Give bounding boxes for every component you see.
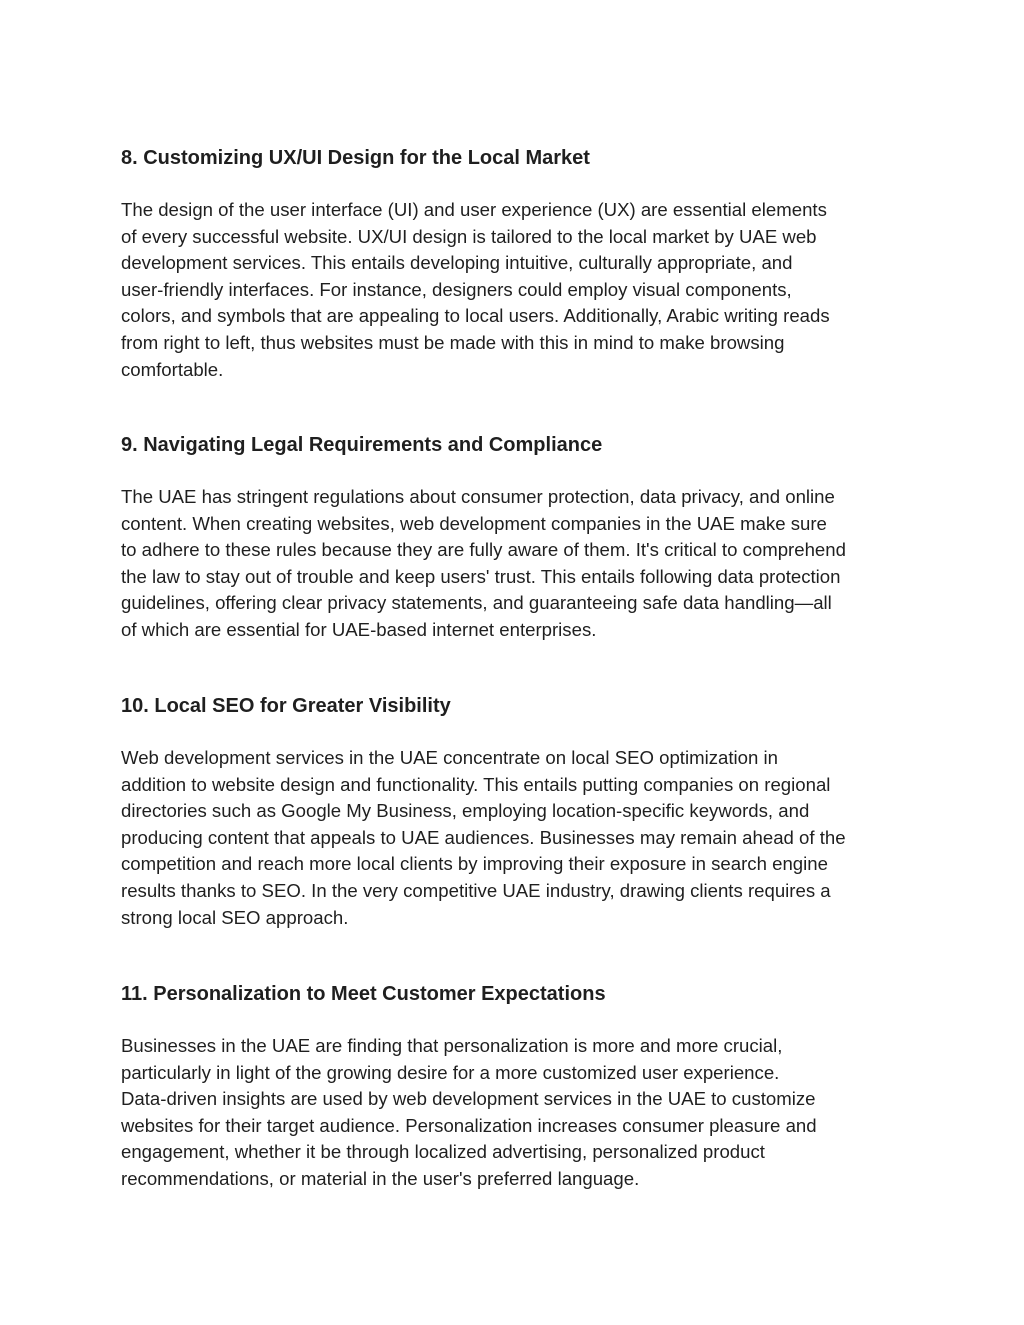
paragraph-line: of which are essential for UAE-based internet enterprises. [121, 618, 597, 640]
paragraph-line: recommendations, or material in the user's preferred language. [121, 1167, 640, 1189]
paragraph-line: development services. This entails developing intuitive, culturally appropriate, and [121, 252, 793, 274]
section-paragraph [121, 745, 911, 931]
section-heading: 8. Customizing UX/UI Design for the Local Market [121, 147, 590, 169]
paragraph-line: directories such as Google My Business, employing location-specific keywords, and [121, 800, 810, 822]
paragraph-line: The design of the user interface (UI) and user experience (UX) are essential elements [121, 199, 827, 220]
section-heading: 10. Local SEO for Greater Visibility [121, 695, 451, 717]
paragraph-line: results thanks to SEO. In the very competitive UAE industry, drawing clients requires a [121, 879, 831, 901]
paragraph-line: The UAE has stringent regulations about consumer protection, data privacy, and online [121, 486, 835, 507]
paragraph-line: websites for their target audience. Personalization increases consumer pleasure and [121, 1114, 817, 1136]
paragraph-line: comfortable. [121, 358, 224, 380]
paragraph-line: user-friendly interfaces. For instance, designers could employ visual components, [121, 278, 792, 300]
section-personalization [121, 981, 911, 1189]
paragraph-line: Data-driven insights are used by web development services in the UAE to customize [121, 1088, 816, 1110]
paragraph-line: strong local SEO approach. [121, 906, 349, 928]
section-customizing-ux-ui [121, 145, 911, 380]
paragraph-line: guidelines, offering clear privacy statements, and guaranteeing safe data handling—all [121, 592, 832, 614]
section-legal-requirements [121, 432, 911, 640]
paragraph-line: Web development services in the UAE concentrate on local SEO optimization in [121, 747, 778, 768]
paragraph-line: the law to stay out of trouble and keep users' trust. This entails following data protection [121, 565, 841, 587]
section-paragraph [121, 197, 911, 383]
paragraph-line: content. When creating websites, web development companies in the UAE make sure [121, 512, 827, 534]
section-paragraph [121, 484, 911, 644]
paragraph-line: Businesses in the UAE are finding that personalization is more and more crucial, [121, 1035, 783, 1056]
section-heading: 11. Personalization to Meet Customer Expectations [121, 983, 606, 1005]
paragraph-line: producing content that appeals to UAE audiences. Businesses may remain ahead of the [121, 826, 846, 848]
paragraph-line: to adhere to these rules because they are fully aware of them. It's critical to comprehend [121, 539, 846, 561]
paragraph-line: engagement, whether it be through localized advertising, personalized product [121, 1141, 765, 1163]
paragraph-line: competition and reach more local clients by improving their exposure in search engine [121, 853, 828, 875]
paragraph-line: addition to website design and functionality. This entails putting companies on regional [121, 773, 831, 795]
paragraph-line: colors, and symbols that are appealing to local users. Additionally, Arabic writing reads [121, 305, 830, 327]
section-local-seo [121, 693, 911, 928]
paragraph-line: from right to left, thus websites must be made with this in mind to make browsing [121, 331, 785, 353]
paragraph-line: of every successful website. UX/UI design is tailored to the local market by UAE web [121, 225, 817, 247]
section-paragraph [121, 1033, 911, 1193]
section-heading: 9. Navigating Legal Requirements and Compliance [121, 434, 603, 456]
paragraph-line: particularly in light of the growing desire for a more customized user experience. [121, 1061, 780, 1083]
